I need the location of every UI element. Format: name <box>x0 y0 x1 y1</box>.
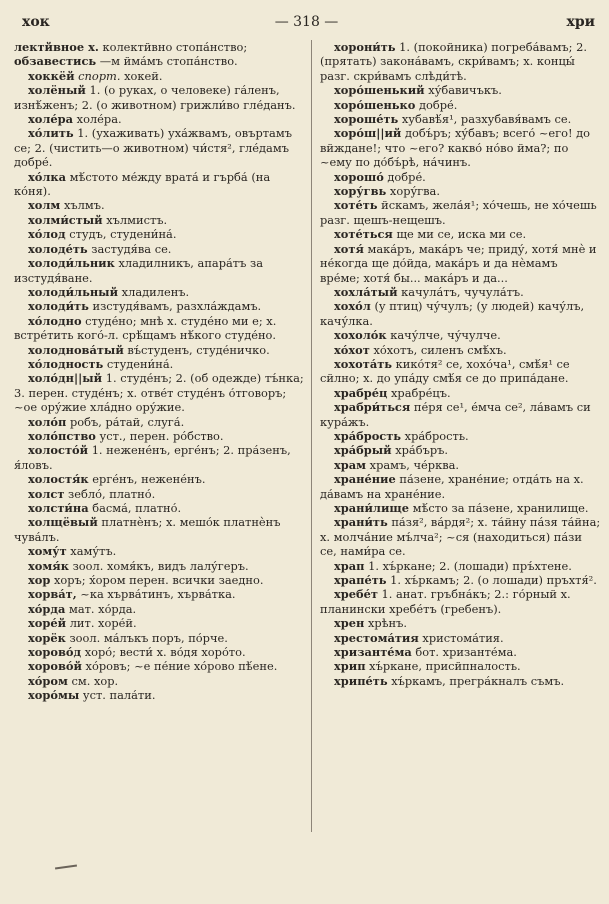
dictionary-entry <box>14 285 306 299</box>
headword: хохота́ть <box>334 356 393 371</box>
dictionary-entry <box>320 170 601 184</box>
dictionary-entry <box>14 415 306 429</box>
dictionary-entry <box>14 83 306 112</box>
dictionary-entry <box>14 112 306 126</box>
dictionary-entry <box>14 487 306 501</box>
dictionary-entry <box>320 587 601 616</box>
dictionary-entry <box>14 429 306 443</box>
definition: качу́лче, чу́чулче. <box>390 328 501 343</box>
definition: зоол. хомя́къ, видъ лалу́геръ. <box>72 558 249 573</box>
dictionary-entry <box>320 674 601 688</box>
definition: па́зя², ва́рдя²; х. та́йну па́зя та́йна; х. молча́ние мъ́лча²; ~ся (находиться) па́зи се, нами́ра се. <box>320 515 601 559</box>
dictionary-entry <box>14 631 306 645</box>
dictionary-entry <box>14 170 306 199</box>
dictionary-entry <box>14 688 306 702</box>
definition: застудя́ва се. <box>91 241 172 256</box>
definition: платнѐнъ; х. мешо́к платнѐнъ чува́лъ. <box>14 515 281 544</box>
headword: холёный <box>28 83 86 98</box>
dictionary-entry <box>320 357 601 386</box>
headword: хохла́тый <box>334 284 398 299</box>
definition: мѣ́стото ме́жду врата́ и гърба́ (на ко́ня). <box>14 169 271 199</box>
dictionary-entry <box>320 299 601 328</box>
headword: хорони́ть <box>334 40 396 54</box>
definition: качула́тъ, чучула́тъ. <box>401 284 524 299</box>
definition: изстудя́вамъ, разхла́ждамъ. <box>92 299 262 314</box>
definition: хоро́; вести́ х. во́дя хоро́то. <box>84 645 246 660</box>
headword: хоро́ш||ий <box>334 126 402 141</box>
headword: хо́лить <box>28 126 74 141</box>
definition: см. хор. <box>71 673 119 688</box>
dictionary-entry <box>320 501 601 515</box>
dictionary-entry <box>14 213 306 227</box>
definition: 1. студе́нъ; 2. (об одежде) тъ́нка; 3. перен. студе́нъ; х. отве́т студе́нъ о́тговоръ; ~ое ору́жие хла́дно ору́жие. <box>14 371 304 415</box>
definition: 1. (ухаживать) уха́жвамъ, овъртамъ се; 2. (чистить—о животном) чи́стя², гле́дамъ добре́. <box>14 126 292 170</box>
definition: хълмистъ. <box>106 212 168 227</box>
definition: робъ, ра́тай, слуга́. <box>69 414 185 429</box>
headword: хорёк <box>28 630 66 645</box>
dictionary-entry <box>14 616 306 630</box>
definition: 1. анат. гръбна́къ; 2.: го́рный х. планински хребе́тъ (гребенъ). <box>320 587 571 616</box>
definition: хъ́ркане, присйпналость. <box>369 659 521 674</box>
definition: хубавѣ́я¹, разхубавя́вамъ се. <box>401 112 572 127</box>
dictionary-entry <box>14 198 306 212</box>
definition: ще ми се, иска ми се. <box>396 227 527 242</box>
headword: хрипе́ть <box>334 673 388 688</box>
definition: 1. (о руках, о человеке) га́ленъ, изнѣ́женъ; 2. (о животном) грижли́во гле́данъ. <box>14 83 296 112</box>
headword: хомя́к <box>28 558 69 573</box>
headword: хо́лодность <box>28 356 104 371</box>
definition: хоръ; х́ором перен. всички заедно. <box>53 573 264 588</box>
dictionary-entry <box>14 559 306 573</box>
dictionary-entry <box>320 472 601 501</box>
headword: хо́лодно <box>28 313 82 328</box>
dictionary-entry <box>320 443 601 457</box>
definition: —м йма́мъ стопа́нство. <box>99 54 238 69</box>
definition: 1. хъ́ркамъ; 2. (о лошади) пръхтя́². <box>390 573 597 588</box>
headword: храпе́ть <box>334 573 387 588</box>
definition: хору́гва. <box>389 184 440 199</box>
headword: храм <box>334 457 367 472</box>
dictionary-entry <box>320 227 601 241</box>
headword: холо́дн||ый <box>28 371 103 386</box>
dictionary-entry <box>320 242 601 285</box>
dictionary-entry <box>320 659 601 673</box>
definition: хра́бъръ. <box>395 443 448 458</box>
definition: уст., перен. ро́бство. <box>99 428 224 443</box>
headword: холостя́к <box>28 472 89 487</box>
definition: зоол. ма́лъкъ поръ, по́рче. <box>69 630 228 645</box>
dictionary-entry <box>14 472 306 486</box>
header-right-guideword: хри <box>566 14 595 30</box>
definition: добъ́ръ; ху́бавъ; всего́ ~его! до вйждане!; что ~его? какво́ но́во йма?; по ~ему по до́бъ́рѣ, на́чинъ. <box>320 126 591 170</box>
headword: холо́п <box>28 414 67 429</box>
definition: йскамъ, жела́я¹; хо́чешь, не хо́чешь разг. щешъ-нещешъ. <box>320 198 597 227</box>
definition: хо́хотъ, силенъ смѣ́хъ. <box>373 342 507 357</box>
headword: хохо́л <box>334 299 371 314</box>
headword: хрен <box>334 616 365 631</box>
headword: хорошо́ <box>334 169 384 184</box>
page-header <box>12 14 601 34</box>
definition: 1. хъ́ркане; 2. (лошади) пръ́хтене. <box>368 558 572 573</box>
headword: холосто́й <box>28 443 89 458</box>
definition: па́зене, хране́ние; отда́ть на х. да́вамъ на хране́ние. <box>320 472 584 501</box>
dictionary-entry <box>320 98 601 112</box>
headword: храни́лище <box>334 501 409 515</box>
definition: въ́студенъ, студе́ничко. <box>127 342 270 357</box>
definition: холе́ра. <box>76 112 122 127</box>
headword: хор <box>28 573 51 588</box>
definition: хълмъ. <box>63 198 105 213</box>
headword: хому́т <box>28 544 67 559</box>
headword: хоро́мы <box>28 688 80 703</box>
column-divider <box>311 40 312 832</box>
headword: холсти́на <box>28 501 89 515</box>
headword: хорва́т, <box>28 587 77 602</box>
definition: студъ, студени́на́. <box>69 227 177 242</box>
headword: холоди́льный <box>28 284 119 299</box>
headword: холоди́ть <box>28 299 89 314</box>
headword: хоккёй <box>28 68 75 83</box>
headword: хорово́й <box>28 659 82 674</box>
headword: хо́рда <box>28 601 66 616</box>
definition: христома́тия. <box>422 630 504 645</box>
definition: 1. (покойника) погреба́вамъ; 2. (прятать) закона́вамъ, скри́вамъ; х. концы́ разг. скри́вамъ слѣди́тѣ. <box>320 40 588 83</box>
headword: хотя́ <box>334 241 364 256</box>
definition: ху́бавичъкъ. <box>428 83 502 98</box>
dictionary-entry <box>14 54 306 68</box>
dictionary-entry <box>320 645 601 659</box>
headword: хризанте́ма <box>334 645 412 660</box>
definition: бот. хризанте́ма. <box>415 645 517 660</box>
headword: хрип <box>334 659 366 674</box>
definition: хокей. <box>124 68 163 83</box>
definition: хра́брость. <box>404 428 469 443</box>
dictionary-entry <box>320 40 601 83</box>
dictionary-entry <box>14 357 306 371</box>
dictionary-entry <box>14 371 306 414</box>
definition: зебло́, платно́. <box>68 486 156 501</box>
dictionary-entry <box>320 515 601 558</box>
dictionary-entry <box>14 256 306 285</box>
page-number: — 318 — <box>274 14 339 30</box>
dictionary-entry <box>320 429 601 443</box>
definition: ерге́нъ, нежене́нъ. <box>92 472 206 487</box>
headword: храбре́ц <box>334 385 388 400</box>
dictionary-entry <box>320 343 601 357</box>
definition: кико́тя² се, хохо́ча¹, смѣ́я¹ се сйлно; х. до упа́ду смѣ́я се до припа́дане. <box>320 356 570 386</box>
definition: ~ка хърва́тинъ, хърва́тка. <box>80 587 236 602</box>
headword: хо́ром <box>28 673 68 688</box>
definition: колектйвно стопа́нство; <box>102 40 248 54</box>
headword: хохоло́к <box>334 328 387 343</box>
definition: хо́ровъ; ~е пе́ние хо́рово пѣ́ене. <box>85 659 278 674</box>
dictionary-entry <box>14 501 306 515</box>
dictionary-entry <box>320 126 601 169</box>
dictionary-entry <box>14 40 306 54</box>
left-column <box>14 40 306 703</box>
dictionary-entry <box>320 328 601 342</box>
dictionary-entry <box>320 616 601 630</box>
dictionary-entry <box>14 544 306 558</box>
dictionary-entry <box>320 573 601 587</box>
definition: студени́на́. <box>106 356 174 371</box>
definition: 1. нежене́нъ, ерге́нъ; 2. пра́зенъ, я́ловъ. <box>14 443 291 472</box>
dictionary-entry <box>320 631 601 645</box>
dictionary-entry <box>320 83 601 97</box>
right-column <box>320 40 601 688</box>
headword: хо́хот <box>334 342 370 357</box>
dictionary-entry <box>320 112 601 126</box>
dictionary-entry <box>320 559 601 573</box>
headword: храбри́ться <box>334 400 411 415</box>
headword: хране́ние <box>334 472 396 487</box>
definition: хрѣнъ. <box>367 616 408 631</box>
definition: мака́ръ, мака́ръ че; приду́, хотя́ мнѐ и не́когда ще до́йда, мака́ръ и да нѐмамъ вре́ме; хотя́ бы... мака́ръ и да... <box>320 241 597 285</box>
definition: добре́. <box>387 169 426 184</box>
headword: холщёвый <box>28 515 98 530</box>
ink-mark <box>55 864 77 869</box>
headword: обзавестись <box>14 54 97 69</box>
headword: храп <box>334 558 365 573</box>
definition: басма́, платно́. <box>92 501 182 515</box>
headword: хо́лод <box>28 227 66 242</box>
headword: хоро́шенько <box>334 97 416 112</box>
definition: лит. хоре́й. <box>69 616 137 631</box>
dictionary-entry <box>14 343 306 357</box>
definition: добре́. <box>418 97 458 112</box>
headword: хороше́ть <box>334 112 399 127</box>
dictionary-entry <box>320 184 601 198</box>
definition: уст. пала́ти. <box>82 688 156 703</box>
definition: хладиленъ. <box>121 284 190 299</box>
dictionary-entry <box>14 602 306 616</box>
header-left-guideword: хок <box>22 14 50 30</box>
dictionary-entry <box>14 299 306 313</box>
headword: хра́брый <box>334 443 392 458</box>
headword: холми́стый <box>28 212 103 227</box>
headword: холоде́ть <box>28 241 88 256</box>
headword: хо́лка <box>28 169 67 184</box>
headword: холст <box>28 486 65 501</box>
headword: хра́брость <box>334 428 402 443</box>
headword: хрестома́тия <box>334 630 419 645</box>
headword: холм <box>28 198 61 213</box>
dictionary-entry <box>14 227 306 241</box>
headword: хоте́ться <box>334 227 393 242</box>
dictionary-entry <box>14 659 306 673</box>
dictionary-entry <box>14 69 306 83</box>
headword: холо́пство <box>28 428 96 443</box>
definition: хъ́ркамъ, прегра́кналъ съмъ. <box>391 673 565 688</box>
definition: пе́ря се¹, е́мча се², ла́вамъ си кура́жъ. <box>320 400 591 429</box>
headword: хоте́ть <box>334 198 378 213</box>
dictionary-entry <box>14 573 306 587</box>
definition: (у птиц) чу́чулъ; (у людей) качу́лъ, качу́лка. <box>320 299 585 328</box>
dictionary-entry <box>14 242 306 256</box>
usage-label: спорт. <box>78 68 121 83</box>
headword: хоро́шенький <box>334 83 425 98</box>
definition: хладилникъ, апара́тъ за изстудя́ване. <box>14 256 263 285</box>
headword: хору́гвь <box>334 184 387 199</box>
dictionary-entry <box>320 386 601 400</box>
dictionary-entry <box>320 400 601 429</box>
headword: хоре́й <box>28 616 67 631</box>
dictionary-entry <box>14 443 306 472</box>
headword: холоди́льник <box>28 256 115 271</box>
definition: студе́но; мнѣ х. студе́но ми е; х. встре́тить кого́-л. срѣ́щамъ нѣ́кого студе́но. <box>14 313 277 343</box>
headword: хорово́д <box>28 645 82 660</box>
dictionary-entry <box>14 126 306 169</box>
dictionary-entry <box>320 458 601 472</box>
definition: мѣ́сто за па́зене, хранилище. <box>412 501 589 515</box>
definition: храмъ, че́рква. <box>369 457 460 472</box>
definition: храбре́цъ. <box>391 385 451 400</box>
definition: хаму́тъ. <box>70 544 117 559</box>
headword: лектйвное х. <box>14 40 99 54</box>
dictionary-entry <box>14 515 306 544</box>
headword: холоднова́тый <box>28 342 124 357</box>
headword: холе́ра <box>28 112 74 127</box>
headword: хребе́т <box>334 587 378 602</box>
dictionary-entry <box>14 674 306 688</box>
dictionary-entry <box>14 587 306 601</box>
definition: мат. хо́рда. <box>68 601 137 616</box>
dictionary-entry <box>320 198 601 227</box>
dictionary-entry <box>320 285 601 299</box>
dictionary-entry <box>14 645 306 659</box>
dictionary-entry <box>14 314 306 343</box>
headword: храни́ть <box>334 515 388 530</box>
